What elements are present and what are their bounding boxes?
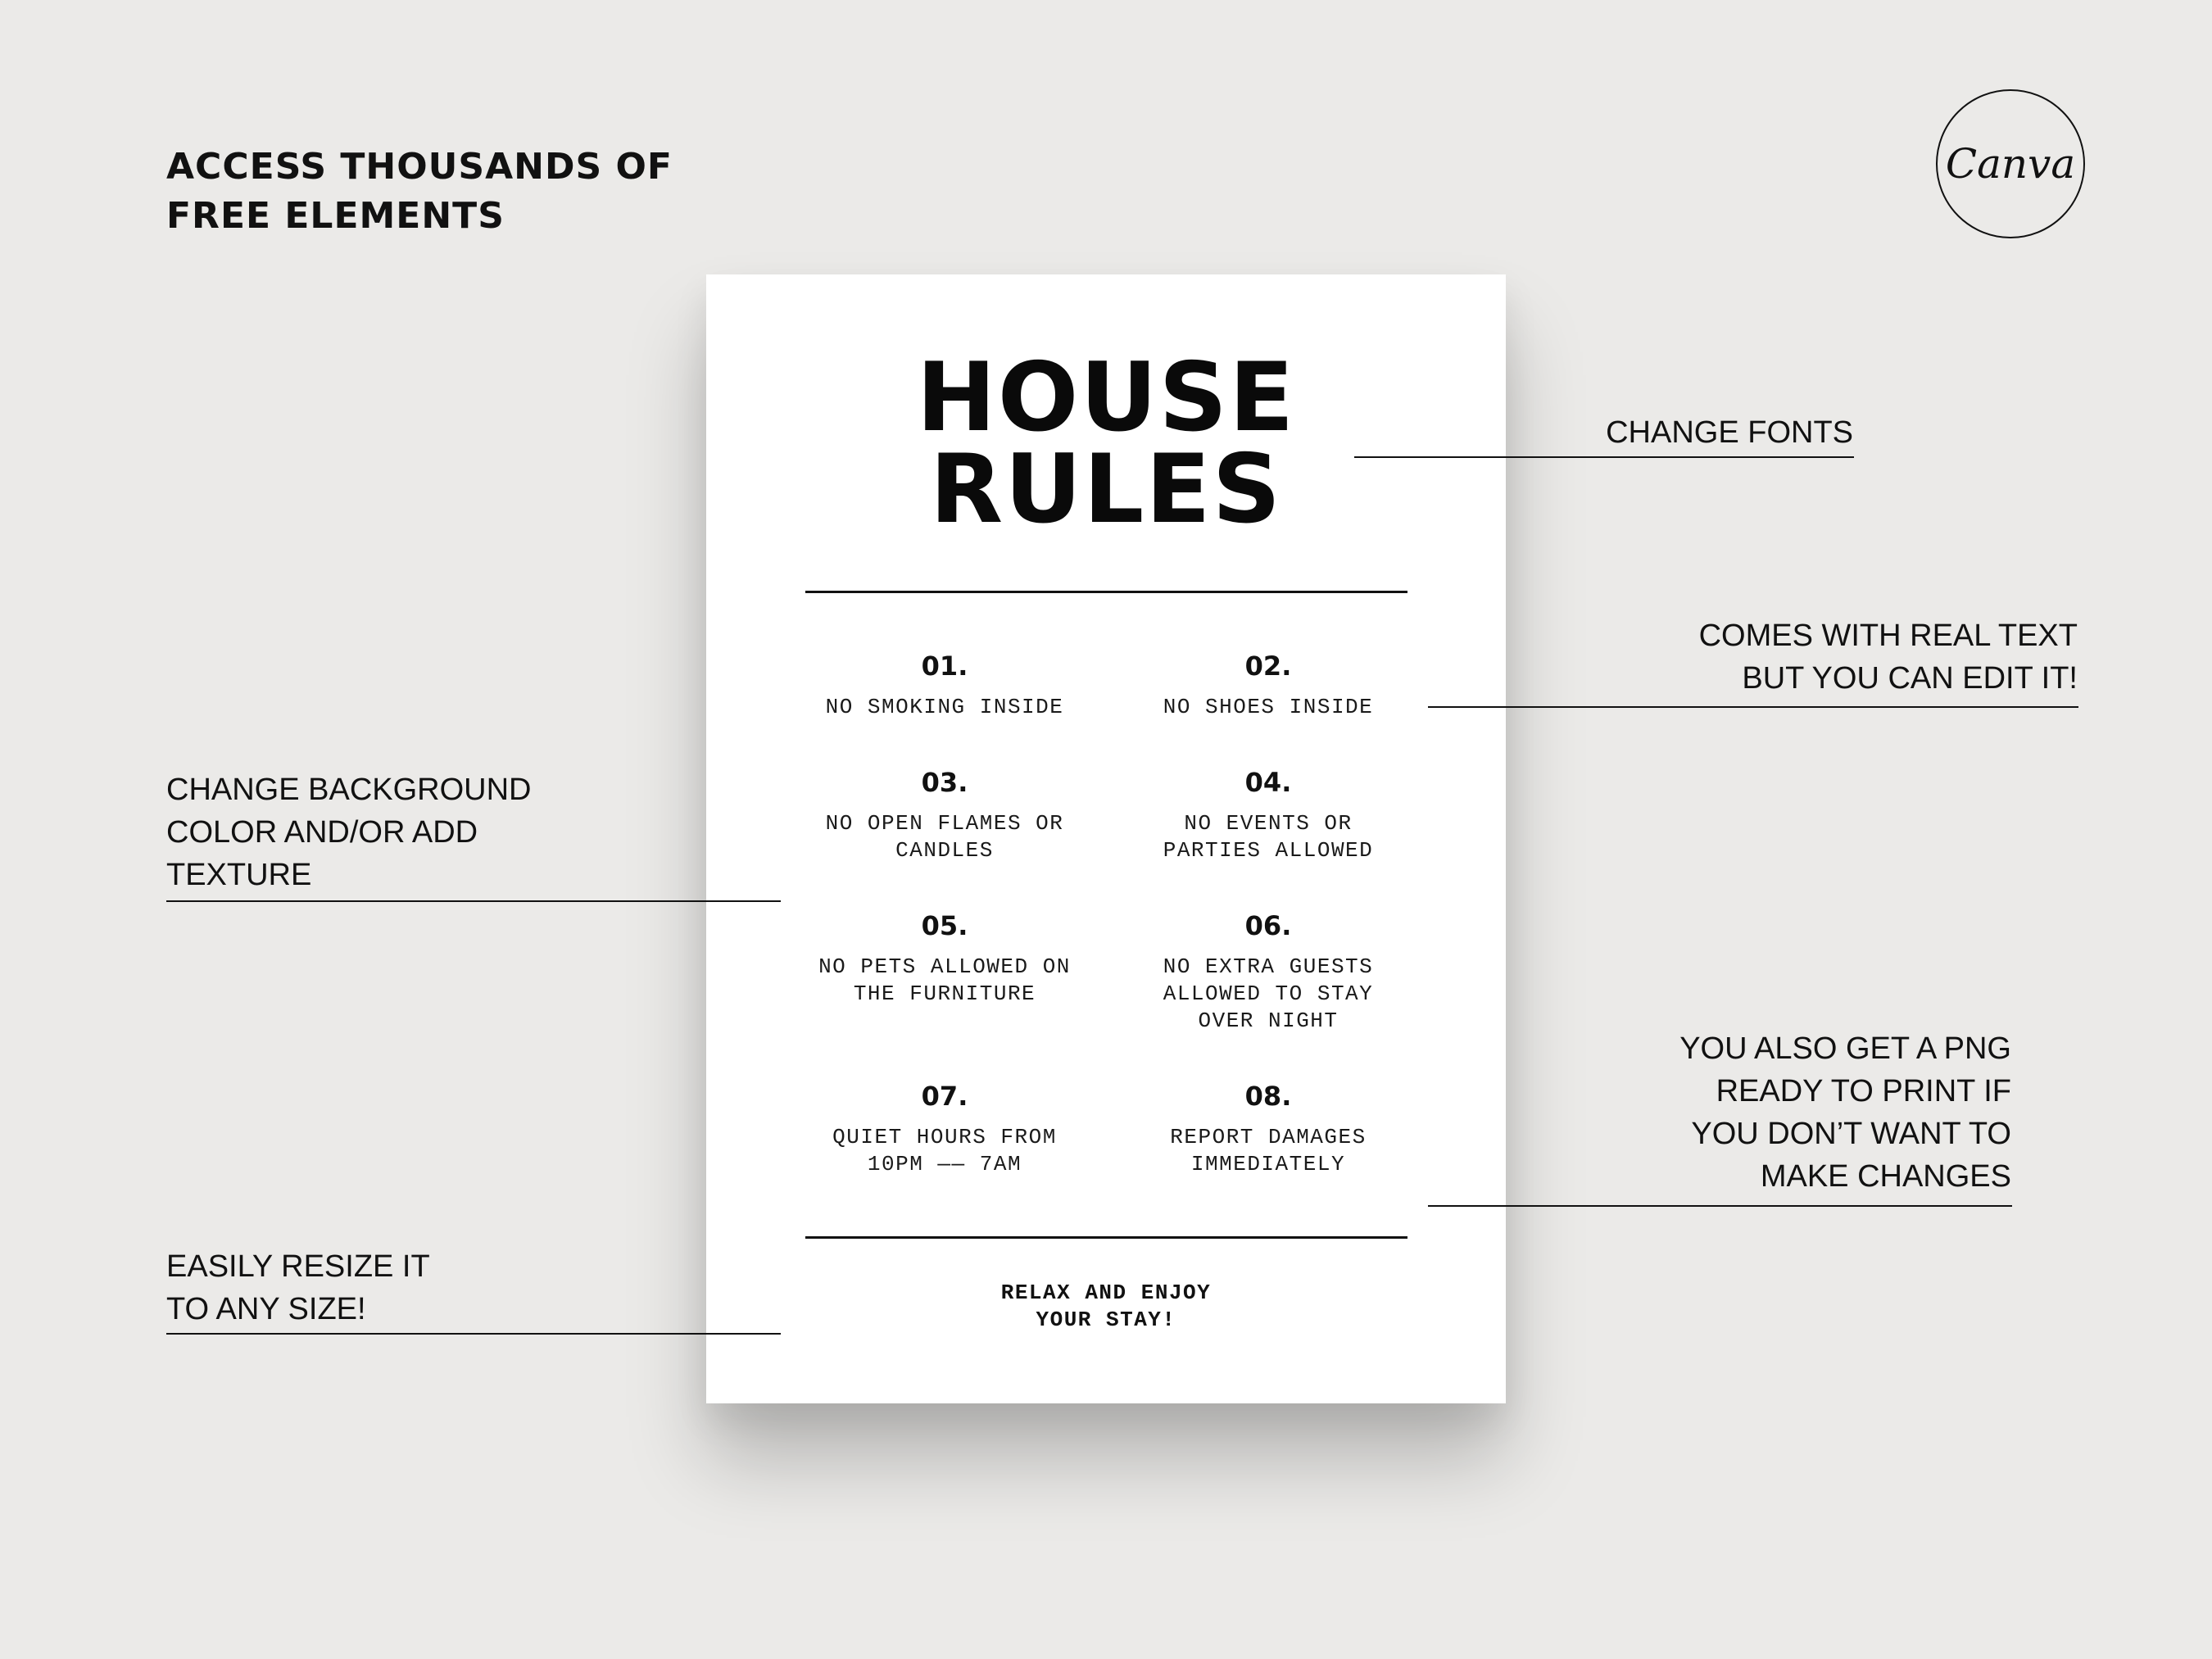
rule-number: 05. [921, 910, 968, 941]
rule-text: NO PETS ALLOWED ON THE FURNITURE [818, 954, 1071, 1006]
rule-number: 04. [1244, 767, 1292, 798]
annotation-png: YOU ALSO GET A PNG READY TO PRINT IF YOU DON’T WANT TO MAKE CHANGES [1679, 1031, 2011, 1194]
rule-number: 07. [921, 1081, 968, 1112]
headline [166, 143, 789, 241]
rule-number: 03. [921, 767, 968, 798]
headline-line-1: ACCESS THOUSANDS OF [166, 146, 673, 188]
canva-logo [1936, 89, 2085, 238]
rule-number: 06. [1244, 910, 1292, 941]
annotation-real-text: COMES WITH REAL TEXT BUT YOU CAN EDIT IT! [1698, 619, 2078, 696]
rule-text: QUIET HOURS FROM 10PM —— 7AM [832, 1125, 1057, 1176]
leader-line-change-fonts [1354, 456, 1854, 458]
canva-logo-text: Canva [1945, 140, 2076, 188]
document-title-line-1: HOUSE [916, 342, 1296, 453]
leader-line-real-text [1428, 706, 2078, 708]
rule-text: NO EVENTS OR PARTIES ALLOWED [1163, 811, 1374, 863]
rule-text: REPORT DAMAGES IMMEDIATELY [1170, 1125, 1367, 1176]
annotation-change-fonts: CHANGE FONTS [1606, 415, 1853, 450]
document-title [706, 342, 1506, 545]
rule-number: 08. [1244, 1081, 1292, 1112]
leader-line-resize [166, 1333, 781, 1335]
bottom-divider [805, 1236, 1407, 1239]
rule-text: NO OPEN FLAMES OR CANDLES [825, 811, 1064, 863]
leader-line-png [1428, 1205, 2012, 1207]
rule-text: NO EXTRA GUESTS ALLOWED TO STAY OVER NIGHT [1163, 954, 1374, 1033]
footer-message: RELAX AND ENJOY YOUR STAY! [1000, 1281, 1212, 1332]
annotation-background: CHANGE BACKGROUND COLOR AND/OR ADD TEXTURE [166, 773, 532, 892]
annotation-resize: EASILY RESIZE IT TO ANY SIZE! [166, 1249, 430, 1326]
rule-number: 01. [921, 650, 968, 682]
leader-line-background [166, 900, 781, 902]
rule-number: 02. [1244, 650, 1292, 682]
top-divider [805, 591, 1407, 593]
document-title-line-2: RULES [929, 434, 1283, 545]
headline-line-2: FREE ELEMENTS [166, 195, 505, 237]
rule-text: NO SHOES INSIDE [1163, 695, 1374, 719]
rule-text: NO SMOKING INSIDE [825, 695, 1064, 719]
house-rules-document [706, 274, 1506, 1403]
